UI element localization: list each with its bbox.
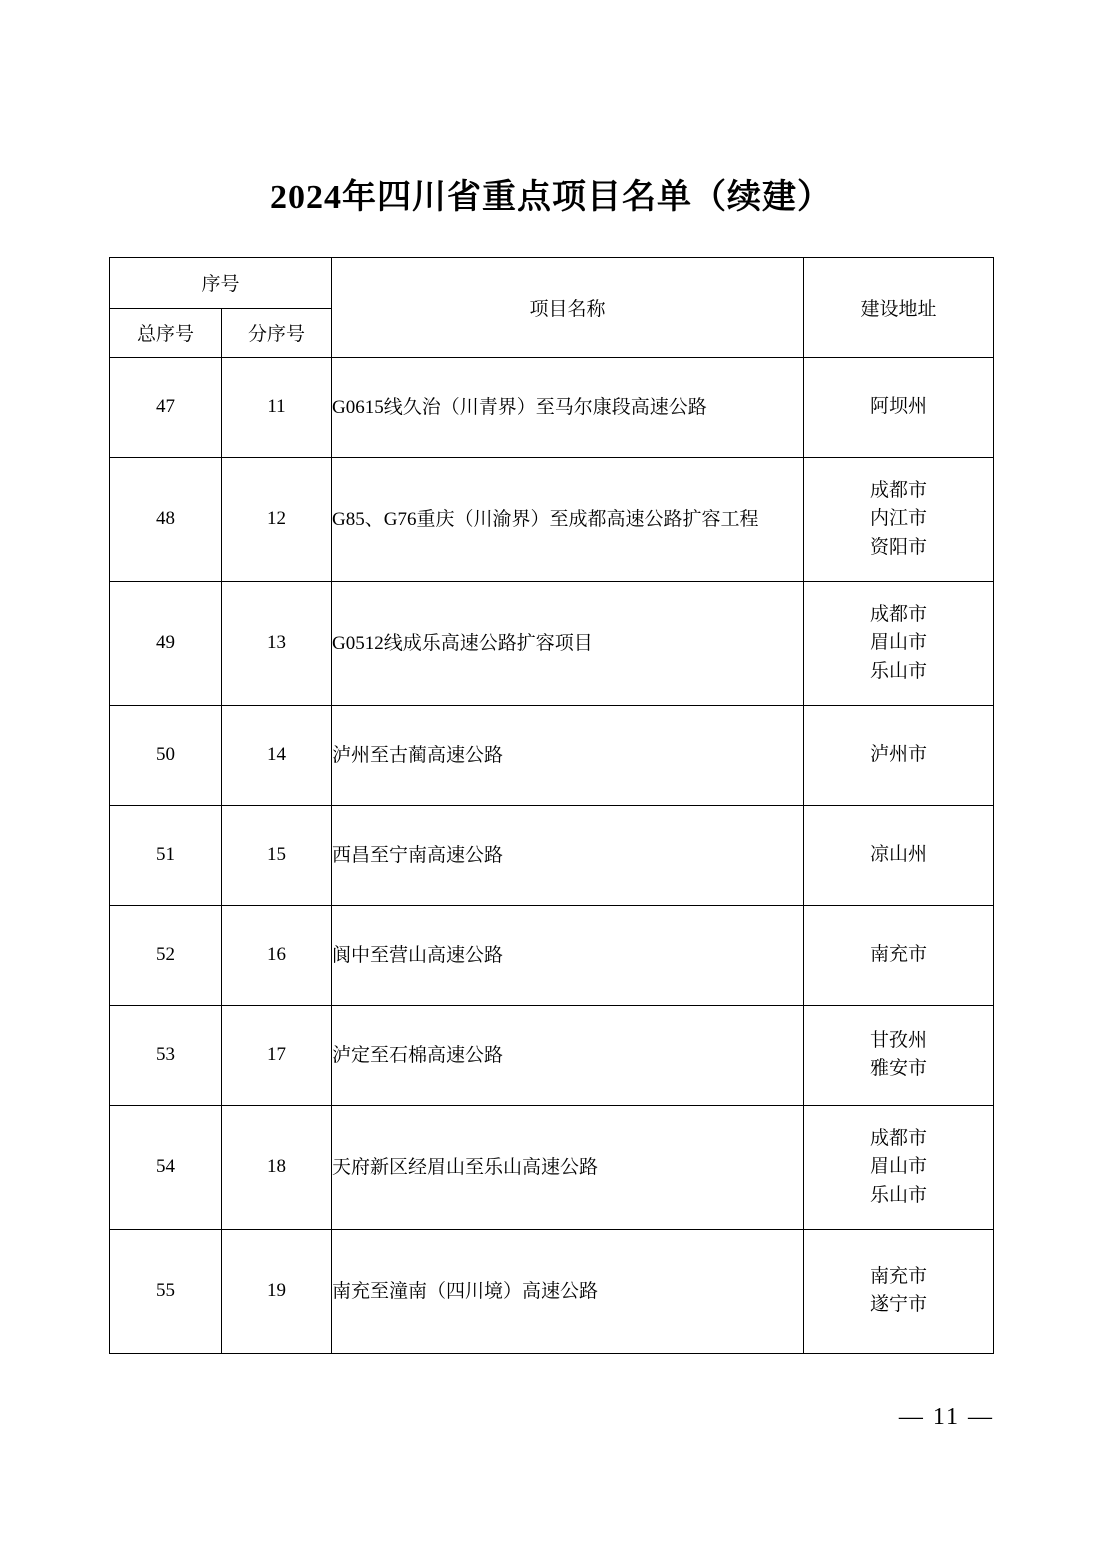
cell-total-seq: 48 bbox=[110, 457, 222, 581]
cell-sub-seq: 16 bbox=[222, 905, 332, 1005]
cell-project-name: 西昌至宁南高速公路 bbox=[332, 805, 804, 905]
cell-sub-seq: 11 bbox=[222, 357, 332, 457]
address-line: 遂宁市 bbox=[870, 1294, 928, 1316]
table-header bbox=[110, 257, 994, 357]
address-line: 甘孜州 bbox=[870, 1029, 928, 1051]
table-row bbox=[110, 357, 994, 457]
cell-build-address bbox=[804, 705, 994, 805]
cell-project-name: 泸州至古蔺高速公路 bbox=[332, 705, 804, 805]
table-row bbox=[110, 805, 994, 905]
table-row bbox=[110, 1105, 994, 1229]
table-header-row-1 bbox=[110, 257, 994, 308]
cell-build-address bbox=[804, 357, 994, 457]
cell-total-seq: 52 bbox=[110, 905, 222, 1005]
cell-build-address bbox=[804, 581, 994, 705]
address-line: 乐山市 bbox=[870, 660, 928, 682]
table-body bbox=[110, 357, 994, 1353]
column-header-project-name: 项目名称 bbox=[332, 257, 804, 357]
address-line: 成都市 bbox=[870, 603, 928, 625]
cell-build-address bbox=[804, 805, 994, 905]
page-number: — 11 — bbox=[898, 1404, 994, 1430]
cell-project-name: G0512线成乐高速公路扩容项目 bbox=[332, 581, 804, 705]
cell-build-address bbox=[804, 1005, 994, 1105]
table-row bbox=[110, 905, 994, 1005]
cell-total-seq: 51 bbox=[110, 805, 222, 905]
address-line: 内江市 bbox=[870, 508, 928, 530]
column-header-build-address: 建设地址 bbox=[804, 257, 994, 357]
address-line: 南充市 bbox=[870, 1265, 928, 1287]
cell-total-seq: 53 bbox=[110, 1005, 222, 1105]
address-line: 乐山市 bbox=[870, 1184, 928, 1206]
column-header-total-seq: 总序号 bbox=[110, 308, 222, 357]
address-line: 成都市 bbox=[870, 479, 928, 501]
cell-sub-seq: 17 bbox=[222, 1005, 332, 1105]
cell-sub-seq: 18 bbox=[222, 1105, 332, 1229]
address-line: 凉山州 bbox=[870, 844, 928, 866]
table-row bbox=[110, 1229, 994, 1353]
cell-project-name: 阆中至营山高速公路 bbox=[332, 905, 804, 1005]
cell-project-name: 泸定至石棉高速公路 bbox=[332, 1005, 804, 1105]
cell-total-seq: 49 bbox=[110, 581, 222, 705]
address-line: 泸州市 bbox=[870, 744, 928, 766]
cell-total-seq: 54 bbox=[110, 1105, 222, 1229]
address-line: 成都市 bbox=[870, 1127, 928, 1149]
address-line: 眉山市 bbox=[870, 1156, 928, 1178]
table-row bbox=[110, 457, 994, 581]
table-row bbox=[110, 581, 994, 705]
project-table-container bbox=[109, 257, 993, 1354]
cell-build-address bbox=[804, 457, 994, 581]
cell-project-name: 南充至潼南（四川境）高速公路 bbox=[332, 1229, 804, 1353]
table-row bbox=[110, 705, 994, 805]
cell-build-address bbox=[804, 1105, 994, 1229]
cell-sub-seq: 12 bbox=[222, 457, 332, 581]
address-line: 阿坝州 bbox=[870, 396, 928, 418]
cell-sub-seq: 14 bbox=[222, 705, 332, 805]
cell-total-seq: 50 bbox=[110, 705, 222, 805]
cell-build-address bbox=[804, 905, 994, 1005]
table-row bbox=[110, 1005, 994, 1105]
cell-build-address bbox=[804, 1229, 994, 1353]
column-header-seq-group: 序号 bbox=[110, 257, 332, 308]
cell-project-name: G0615线久治（川青界）至马尔康段高速公路 bbox=[332, 357, 804, 457]
address-line: 资阳市 bbox=[870, 536, 928, 558]
cell-sub-seq: 19 bbox=[222, 1229, 332, 1353]
address-line: 眉山市 bbox=[870, 632, 928, 654]
address-line: 南充市 bbox=[870, 944, 928, 966]
cell-project-name: G85、G76重庆（川渝界）至成都高速公路扩容工程 bbox=[332, 457, 804, 581]
page-title: 2024年四川省重点项目名单（续建） bbox=[270, 179, 832, 216]
cell-sub-seq: 15 bbox=[222, 805, 332, 905]
address-line: 雅安市 bbox=[870, 1058, 928, 1080]
project-table bbox=[109, 257, 994, 1354]
cell-total-seq: 55 bbox=[110, 1229, 222, 1353]
cell-project-name: 天府新区经眉山至乐山高速公路 bbox=[332, 1105, 804, 1229]
cell-total-seq: 47 bbox=[110, 357, 222, 457]
column-header-sub-seq: 分序号 bbox=[222, 308, 332, 357]
cell-sub-seq: 13 bbox=[222, 581, 332, 705]
